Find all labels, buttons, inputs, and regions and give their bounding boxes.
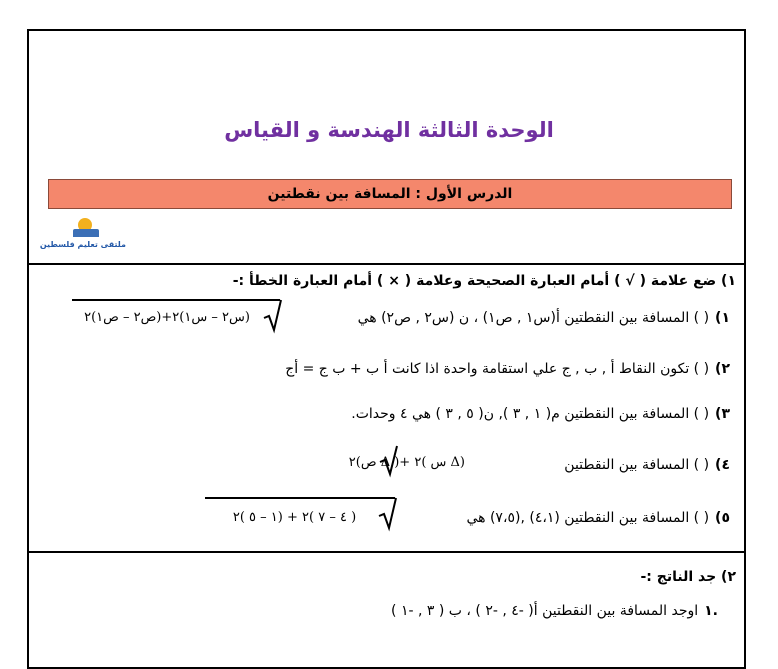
item-text: ( ) المسافة بين النقطتين م( ١ , ٣ ), ن( ٥ , ٣ ) هي ٤ وحدات. — [351, 406, 710, 422]
question-item — [564, 457, 730, 473]
distance-formula: (س٢ – س١)٢+(ص٢ – ص١)٢ — [84, 310, 250, 325]
question-item — [391, 603, 718, 619]
sqrt-overline — [205, 497, 395, 499]
item-number: ٥) — [715, 510, 730, 526]
item-number: ٢) — [715, 361, 730, 377]
lesson-title: الدرس الأول : المسافة بين نقطتين — [267, 186, 513, 202]
section1-heading: ١) ضع علامة ( √ ) أمام العبارة الصحيحة وعلامة ( × ) أمام العبارة الخطأ :- — [232, 273, 736, 289]
numeric-formula: ( ٤ – ٧ )٢ + (١ – ٥ )٢ — [232, 510, 357, 525]
lesson-bar — [48, 179, 732, 209]
logo-caption: ملتقى تعليم فلسطين — [39, 240, 126, 249]
delta-formula: (Δ س )٢ +( Δ ص)٢ — [348, 455, 465, 470]
item-text: اوجد المسافة بين النقطتين أ( -٤ , -٢ ) ، ب ( ٣ , -١ ) — [391, 603, 699, 619]
item-text: ( ) تكون النقاط أ , ب , ج علي استقامة واحدة اذا كانت أ ب + ب ج = أج — [285, 361, 710, 377]
question-item — [351, 406, 730, 422]
item-text: ( ) المسافة بين النقطتين (٤،١) ,(٧،٥) هي — [466, 510, 710, 526]
divider-top — [27, 263, 746, 265]
item-number: ٤) — [715, 457, 730, 473]
item-number: ٣) — [715, 406, 730, 422]
sqrt-overline — [72, 299, 280, 301]
sqrt-icon — [262, 298, 282, 334]
question-item — [466, 510, 730, 526]
logo — [39, 216, 126, 256]
question-item — [358, 310, 730, 326]
item-text: ( ) المسافة بين النقطتين — [564, 457, 710, 473]
sqrt-icon — [377, 496, 397, 532]
item-text: ( ) المسافة بين النقطتين أ(س١ , ص١) ، ن (س٢ , ص٢) هي — [357, 310, 710, 326]
book-icon — [73, 229, 99, 237]
item-number: .١ — [704, 603, 718, 619]
item-number: ١) — [715, 310, 730, 326]
section2-heading: ٢) جد الناتج :- — [640, 569, 736, 585]
unit-title: الوحدة الثالثة الهندسة و القياس — [224, 118, 554, 142]
divider-bottom — [27, 551, 746, 553]
question-item — [285, 361, 730, 377]
